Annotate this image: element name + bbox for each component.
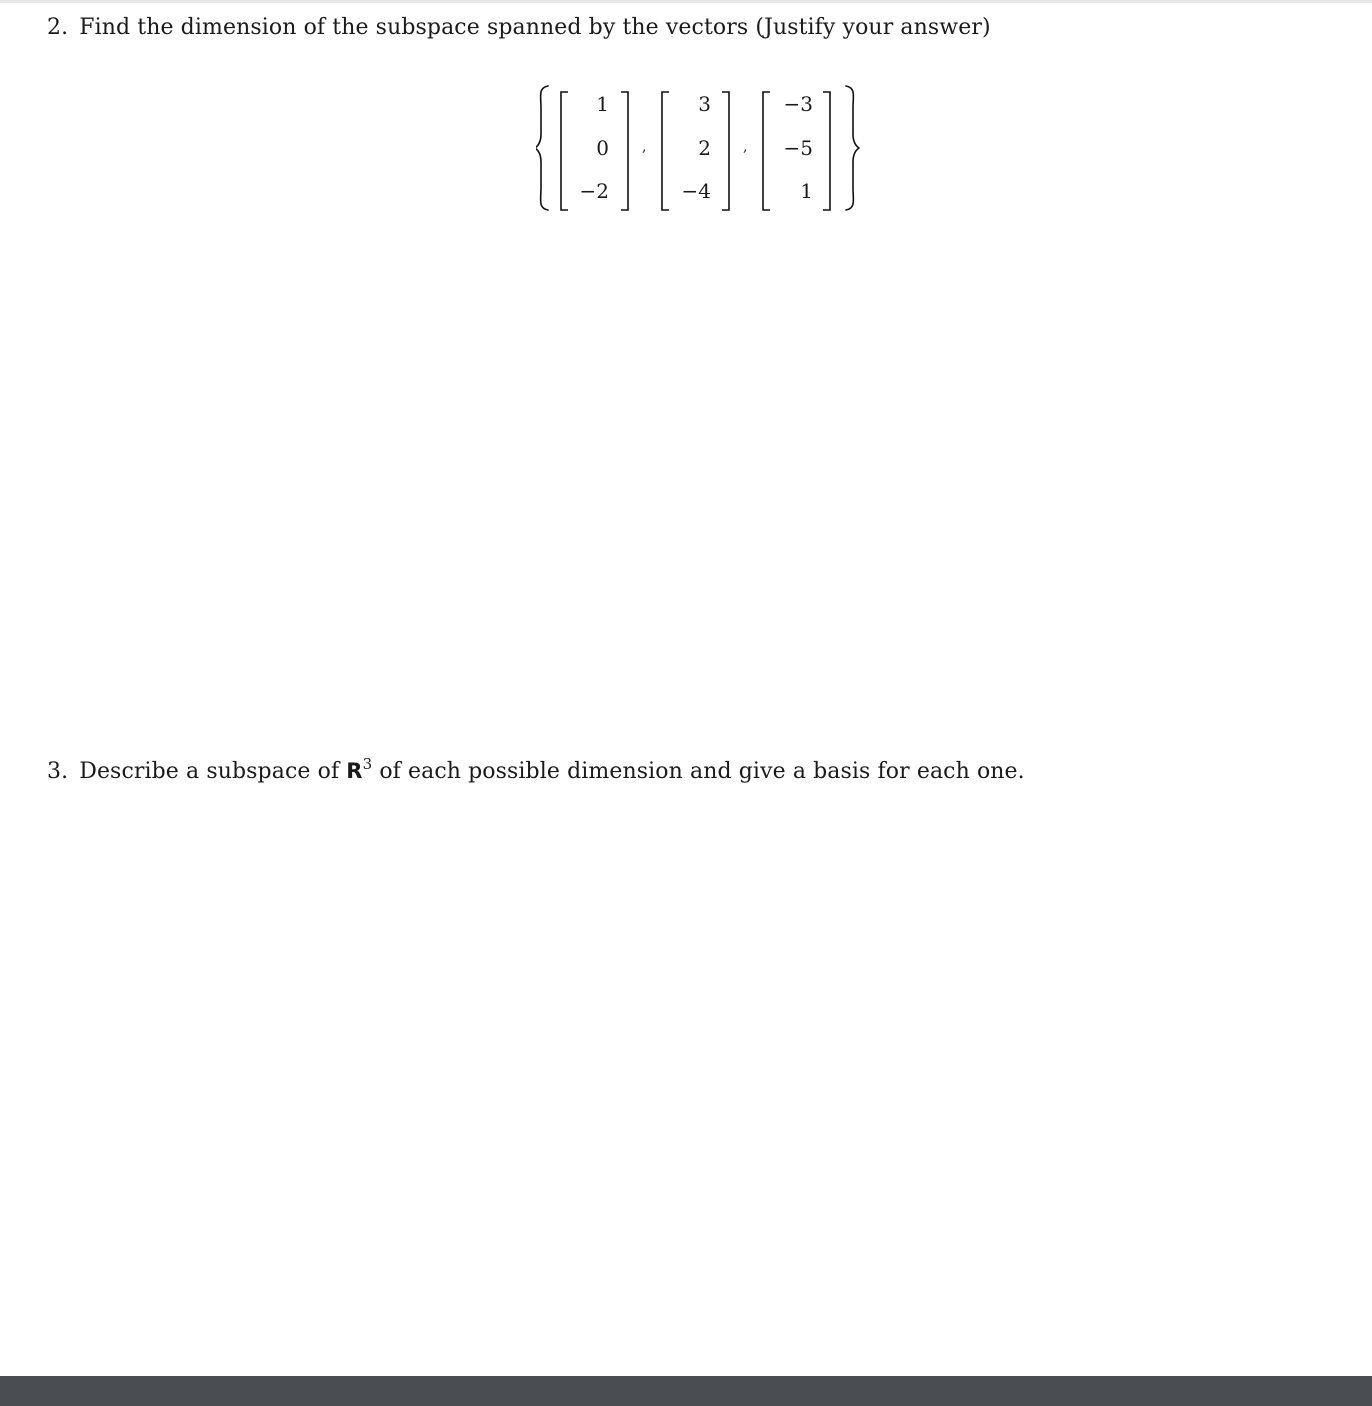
vector-3-entry-3: 1	[800, 179, 813, 203]
vector-2-entry-2: 2	[698, 136, 711, 160]
vector-3-entry-1: −3	[783, 92, 813, 116]
vector-1-right-bracket	[621, 92, 628, 210]
problem-2	[47, 14, 991, 42]
real-space-exponent: 3	[362, 755, 373, 773]
bottom-toolbar	[0, 1376, 1372, 1406]
top-border	[0, 0, 1372, 3]
problem-3	[47, 757, 1025, 786]
vector-1-entry-2: 0	[596, 136, 609, 160]
vector-1-entry-1: 1	[596, 92, 609, 116]
problem-3-text-after: of each possible dimension and give a basis for each one.	[379, 759, 1025, 784]
right-brace	[846, 86, 859, 210]
problem-3-number: 3.	[47, 759, 69, 784]
vector-separator-1: ,	[642, 139, 647, 155]
vector-3-right-bracket	[823, 92, 830, 210]
vector-2-entry-3: −4	[681, 179, 711, 203]
left-brace	[536, 86, 548, 210]
real-space-symbol: R	[346, 759, 363, 783]
vector-3-entry-2: −5	[783, 136, 813, 160]
vector-1-entry-3: −2	[579, 179, 609, 203]
problem-3-text-before: Describe a subspace of	[79, 759, 340, 784]
vector-2-right-bracket	[722, 92, 729, 210]
vector-2-entry-1: 3	[698, 92, 711, 116]
problem-2-text: Find the dimension of the subspace spanned by the vectors (Justify your answer)	[79, 15, 991, 40]
problem-2-number: 2.	[47, 15, 69, 40]
vector-separator-2: ,	[743, 139, 748, 155]
vector-set	[536, 82, 860, 214]
